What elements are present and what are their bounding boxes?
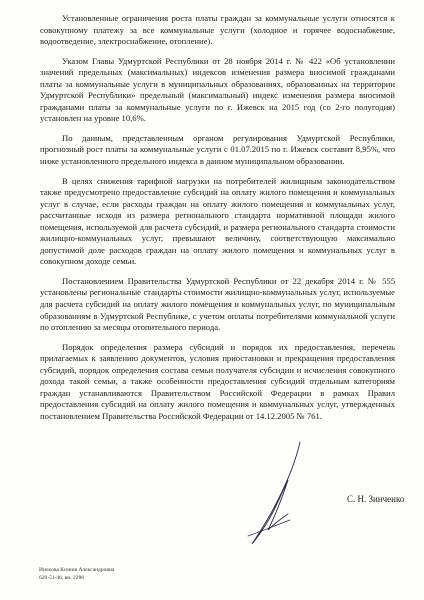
paragraph-resolution: Постановлением Правительства Удмуртской Республики от 22 декабря 2014 г. № 555 установлены региональные стандарты стоимости жилищно-коммунальных услуг, используемые для расчета субсидий на оплату жилого помещения и коммунальных услуг, по муниципальным образованиям в Удмуртской Республике, с учетом оплаты потребителями коммунальной услуги по отоплению за месяцы отопительного периода.: [40, 275, 395, 333]
executor-phone: 620-51-46, вн. 2286: [39, 574, 84, 581]
executor-footer: [39, 567, 114, 582]
handwritten-signature: [230, 440, 320, 550]
paragraph-procedure: Порядок определения размера субсидий и порядок их предоставления, перечень прилагаемых к заявлению документов, условия приостановки и прекращения предоставления субсидий, порядок определения состава семьи получателя субсидии и исчисления совокупного дохода такой семьи, а также особенности предоставления субсидий отдельным категориям граждан устанавливаются Правительством Российской Федерации в рамках Правил предоставления субсидий на оплату жилого помещения и коммунальных услуг, утвержденных постановлением Правительства Российской Федерации от 14.12.2005 № 761.: [40, 341, 395, 421]
paragraph-limits: Установленные ограничения роста платы граждан за коммунальные услуги относятся к совокупному платежу за все коммунальные услуги (холодное и горячее водоснабжение, водоотведение, электроснабжение, отопление).: [40, 13, 395, 47]
letter-body: [40, 13, 395, 431]
paragraph-decree: Указом Главы Удмуртской Республики от 28 ноября 2014 г. № 422 «Об установлении значений предельных (максимальных) индексов изменения размера вносимой гражданами платы за коммунальные услуги в муниципальных образованиях, образованных на территории Удмуртской Республики» предельный (максимальный) индекс изменения размера вносимой гражданами платы за коммунальные услуги по г. Ижевск на 2015 год (со 2-го полугодия) установлен на уровне 10,6%.: [40, 55, 395, 124]
signer-name: С. Н. Зинченко: [347, 494, 405, 504]
paragraph-subsidies: В целях снижения тарифной нагрузки на потребителей жилищным законодательством также предусмотрено предоставление субсидий на оплату жилого помещения и коммунальных услуг в случае, если расходы граждан на оплату жилого помещения и коммунальных услуг, рассчитанные исходя из размера регионального стандарта нормативной площади жилого помещения, используемой для расчета субсидий, и размера регионального стандарта стоимости жилищно-коммунальных услуг, превышают величину, соответствующую максимально допустимой доле расходов граждан на оплату жилого помещения и коммунальных услуг в совокупном доходе семьи.: [40, 175, 395, 267]
executor-name: Иноzова Ксения Александровна: [39, 567, 115, 573]
paragraph-forecast: По данным, представленным органом регулирования Удмуртской Республики, прогнозный рост платы за коммунальные услуги с 01.07.2015 по г. Ижевск составит 8,95%, что ниже установленного предельного индекса в данном муниципальном образовании.: [40, 132, 395, 167]
